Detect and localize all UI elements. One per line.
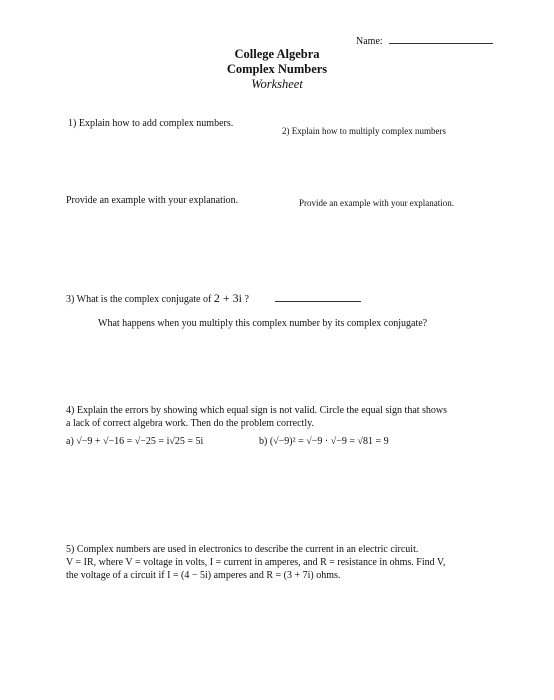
question-3-expression: 2 + 3i	[213, 291, 242, 305]
name-blank[interactable]	[389, 34, 493, 44]
name-field	[356, 34, 493, 47]
question-3-followup: What happens when you multiply this complex number by its complex conjugate?	[98, 318, 428, 329]
question-3-text: 3) What is the complex conjugate of	[66, 294, 212, 305]
question-4-line-1: 4) Explain the errors by showing which equal sign is not valid. Circle the equal sign that shows	[66, 405, 448, 416]
question-4-part-a: a) √−9 + √−16 = √−25 = i√25 = 5i	[66, 436, 204, 447]
question-5-line-2: V = IR, where V = voltage in volts, I = current in amperes, and R = resistance in ohms. Find V,	[66, 557, 446, 568]
worksheet-subtitle: Worksheet	[251, 77, 303, 91]
question-5-line-1: 5) Complex numbers are used in electronics to describe the current in an electric circuit.	[66, 544, 419, 555]
question-1-prompt: 1) Explain how to add complex numbers.	[68, 118, 234, 129]
question-2-prompt: 2) Explain how to multiply complex numbers	[282, 126, 446, 136]
question-5-line-3: the voltage of a circuit if I = (4 − 5i) amperes and R = (3 + 7i) ohms.	[66, 570, 341, 581]
question-3-mark: ?	[244, 294, 249, 305]
question-2-example: Provide an example with your explanation.	[299, 198, 454, 208]
question-1-example: Provide an example with your explanation.	[66, 195, 239, 206]
name-label: Name:	[356, 36, 383, 47]
question-3-answer-blank[interactable]	[275, 291, 361, 302]
topic-title: Complex Numbers	[226, 62, 328, 76]
question-4-part-b: b) (√−9)² = √−9 · √−9 = √81 = 9	[259, 436, 389, 447]
question-4-line-2: a lack of correct algebra work. Then do the problem correctly.	[66, 418, 314, 429]
question-3-prompt	[66, 291, 361, 306]
course-title: College Algebra	[234, 47, 320, 61]
